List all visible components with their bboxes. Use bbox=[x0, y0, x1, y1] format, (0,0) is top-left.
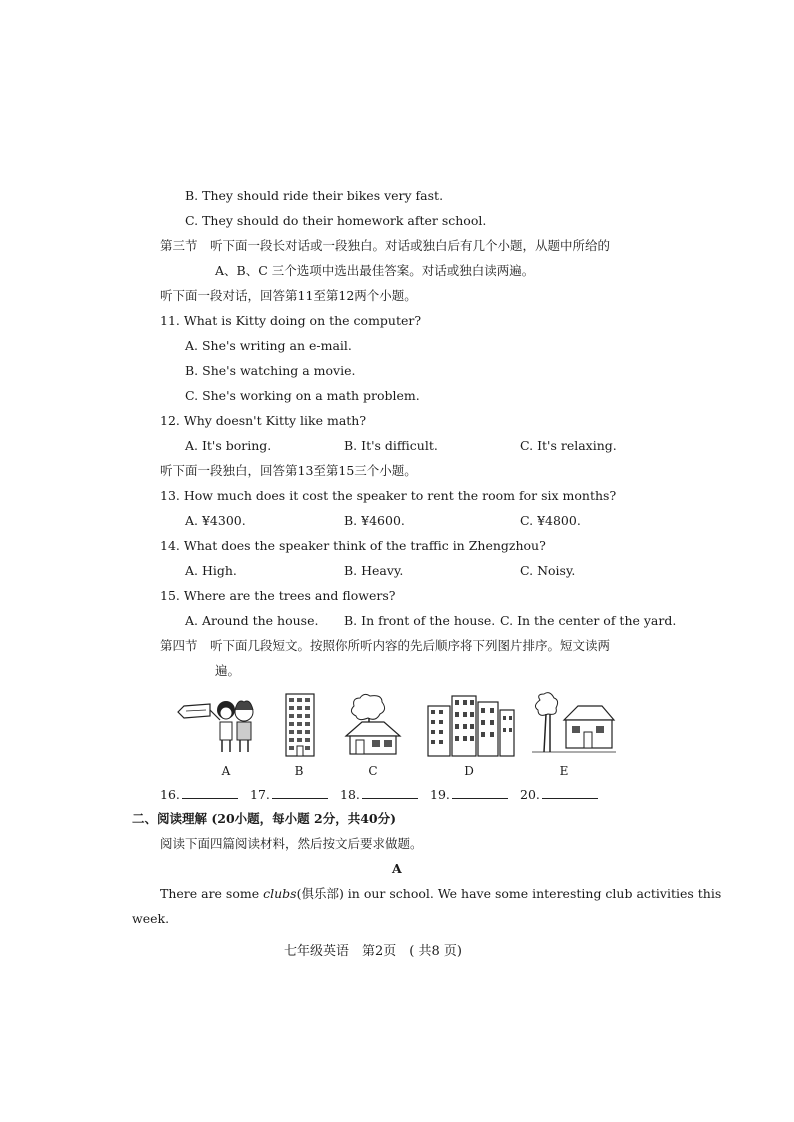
q11-option-a: A. She's writing an e-mail. bbox=[185, 338, 352, 353]
q14-option-c: C. Noisy. bbox=[520, 563, 576, 578]
monologue-intro: 听下面一段独白，回答第13至第15三个小题。 bbox=[160, 463, 417, 478]
q15-option-a: A. Around the house. bbox=[185, 613, 319, 628]
q15-option-c: C. In the center of the yard. bbox=[500, 613, 677, 628]
q11-option-c: C. She's working on a math problem. bbox=[185, 388, 420, 403]
blank-number: 20. bbox=[520, 787, 540, 802]
question-15: 15. Where are the trees and flowers? bbox=[160, 588, 396, 603]
picture-e-tree-and-house bbox=[526, 690, 618, 758]
q13-option-a: A. ¥4300. bbox=[185, 513, 246, 528]
picture-b-tall-building bbox=[280, 690, 320, 758]
passage-second-line: week. bbox=[132, 911, 170, 926]
blank-number: 19. bbox=[430, 787, 450, 802]
question-12: 12. Why doesn't Kitty like math? bbox=[160, 413, 367, 428]
q14-option-a: A. High. bbox=[185, 563, 237, 578]
q13-option-c: C. ¥4800. bbox=[520, 513, 581, 528]
q12-option-b: B. It's difficult. bbox=[344, 438, 438, 453]
answer-blank-20[interactable] bbox=[520, 786, 598, 803]
picture-label-e: E bbox=[559, 764, 569, 778]
blank-number: 16. bbox=[160, 787, 180, 802]
question-11: 11. What is Kitty doing on the computer? bbox=[160, 313, 422, 328]
part3-heading-line1: 第三节 听下面一段长对话或一段独白。对话或独白后有几个小题，从题中所给的 bbox=[160, 238, 611, 253]
passage-text: There are some bbox=[160, 886, 264, 901]
picture-c-house-with-tree bbox=[340, 690, 412, 758]
q11-option-b: B. She's watching a movie. bbox=[185, 363, 356, 378]
option-b-q10: B. They should ride their bikes very fast. bbox=[185, 188, 444, 203]
q13-option-b: B. ¥4600. bbox=[344, 513, 405, 528]
picture-d-city-buildings bbox=[424, 690, 516, 758]
passage-italic-word: clubs bbox=[263, 886, 297, 901]
question-14: 14. What does the speaker think of the traffic in Zhengzhou? bbox=[160, 538, 546, 553]
picture-label-a: A bbox=[221, 764, 231, 778]
answer-blank-17[interactable] bbox=[250, 786, 328, 803]
blank-number: 18. bbox=[340, 787, 360, 802]
picture-label-c: C bbox=[368, 764, 378, 778]
answer-blank-19[interactable] bbox=[430, 786, 508, 803]
passage-first-line bbox=[160, 886, 721, 902]
picture-label-d: D bbox=[464, 764, 474, 778]
q12-option-c: C. It's relaxing. bbox=[520, 438, 617, 453]
part4-heading-line2: 遍。 bbox=[215, 663, 241, 678]
q12-option-a: A. It's boring. bbox=[185, 438, 272, 453]
answer-blank-16[interactable] bbox=[160, 786, 238, 803]
part3-heading-line2: A、B、C 三个选项中选出最佳答案。对话或独白读两遍。 bbox=[215, 263, 535, 278]
answer-blank-18[interactable] bbox=[340, 786, 418, 803]
picture-label-b: B bbox=[294, 764, 304, 778]
blank-number: 17. bbox=[250, 787, 270, 802]
picture-a-kids-with-sign bbox=[176, 690, 266, 758]
q15-option-b: B. In front of the house. bbox=[344, 613, 496, 628]
question-13: 13. How much does it cost the speaker to rent the room for six months? bbox=[160, 488, 617, 503]
page-footer: 七年级英语 第2页 ( 共8 页) bbox=[284, 944, 462, 959]
option-c-q10: C. They should do their homework after school. bbox=[185, 213, 487, 228]
dialogue-intro: 听下面一段对话，回答第11至第12两个小题。 bbox=[160, 288, 417, 303]
q14-option-b: B. Heavy. bbox=[344, 563, 404, 578]
picture-row bbox=[172, 690, 620, 782]
part4-heading-line1: 第四节 听下面几段短文。按照你所听内容的先后顺序将下列图片排序。短文读两 bbox=[160, 638, 611, 653]
passage-text: (俱乐部) in our school. We have some interesting club activities this bbox=[296, 886, 722, 901]
reading-instruction: 阅读下面四篇阅读材料，然后按文后要求做题。 bbox=[160, 836, 423, 851]
passage-label: A bbox=[392, 861, 402, 876]
reading-section-heading: 二、阅读理解 (20小题，每小题 2分，共40分) bbox=[132, 811, 397, 826]
